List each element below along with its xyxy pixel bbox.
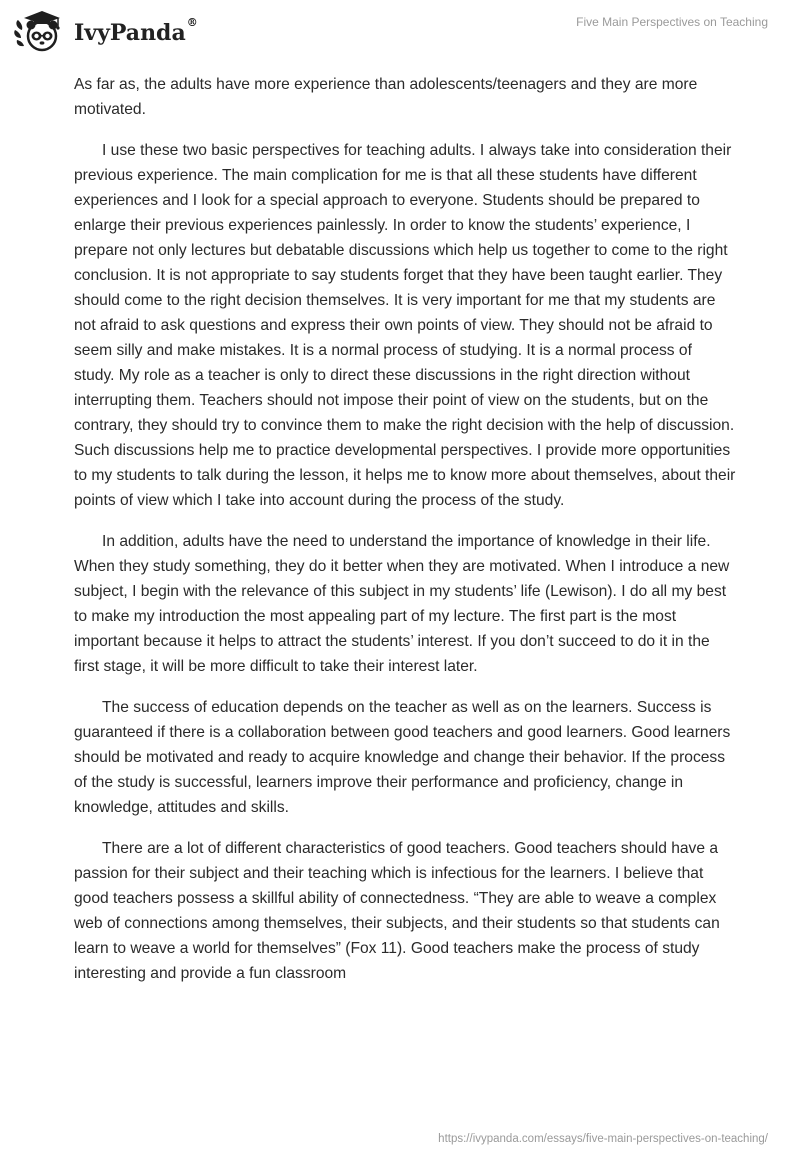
paragraph-2: I use these two basic perspectives for teaching adults. I always take into consideration their previous experience. The main complication for me is that all these students have different experiences and I look for a special approach to everyone. Students should be prepared to enlarge their previous experiences painlessly. In order to know the students’ experience, I prepare not only lectures but debatable discussions which help us together to come to the right conclusion. It is not appropriate to say students forget that they have been taught earlier. They should come to the right decision themselves. It is very important for me that my students are not afraid to ask questions and express their own points of view. They should not be afraid to seem silly and make mistakes. It is a normal process of studying. It is a normal process of study. My role as a teacher is only to direct these discussions in the right direction without interrupting them. Teachers should not impose their point of view on the students, but on the contrary, they should try to convince them to make the right decision with the help of discussion. Such discussions help me to practice developmental perspectives. I provide more opportunities to my students to talk during the lesson, it helps me to know more about themselves, about their points of view which I take into account during the process of the study. — [74, 142, 736, 509]
paragraph-1: As far as, the adults have more experience than adolescents/teenagers and they are more motivated. — [74, 76, 698, 118]
page-header — [0, 0, 800, 62]
registered-mark: ® — [186, 16, 198, 29]
essay-body — [74, 72, 736, 1002]
document-title: Five Main Perspectives on Teaching — [576, 15, 768, 29]
panda-graduation-cap-icon — [14, 8, 68, 54]
ivypanda-logo[interactable] — [14, 8, 198, 54]
paragraph-4: The success of education depends on the teacher as well as on the learners. Success is guaranteed if there is a collaboration between good teachers and good learners. Good learners should be motivated and ready to acquire knowledge and change their behavior. If the process of the study is successful, learners improve their performance and proficiency, change in knowledge, attitudes and skills. — [74, 699, 731, 816]
source-url[interactable]: https://ivypanda.com/essays/five-main-perspectives-on-teaching/ — [438, 1133, 768, 1145]
paragraph-5: There are a lot of different characteristics of good teachers. Good teachers should have a passion for their subject and their teaching which is infectious for the learners. I believe that good teachers possess a skillful ability of connectedness. “They are able to weave a complex web of connections among themselves, their subjects, and their students so that students can learn to weave a world for themselves” (Fox 11). Good teachers make the process of study interesting and provide a fun classroom — [74, 840, 720, 982]
paragraph-3: In addition, adults have the need to understand the importance of knowledge in their life. When they study something, they do it better when they are motivated. When I introduce a new subject, I begin with the relevance of this subject in my students’ life (Lewison). I do all my best to make my introduction the most appealing part of my lecture. The first part is the most important because it helps to attract the students’ interest. If you don’t succeed to do it in the first stage, it will be more difficult to take their interest later. — [74, 533, 730, 675]
brand-name: IvyPanda® — [74, 16, 198, 46]
